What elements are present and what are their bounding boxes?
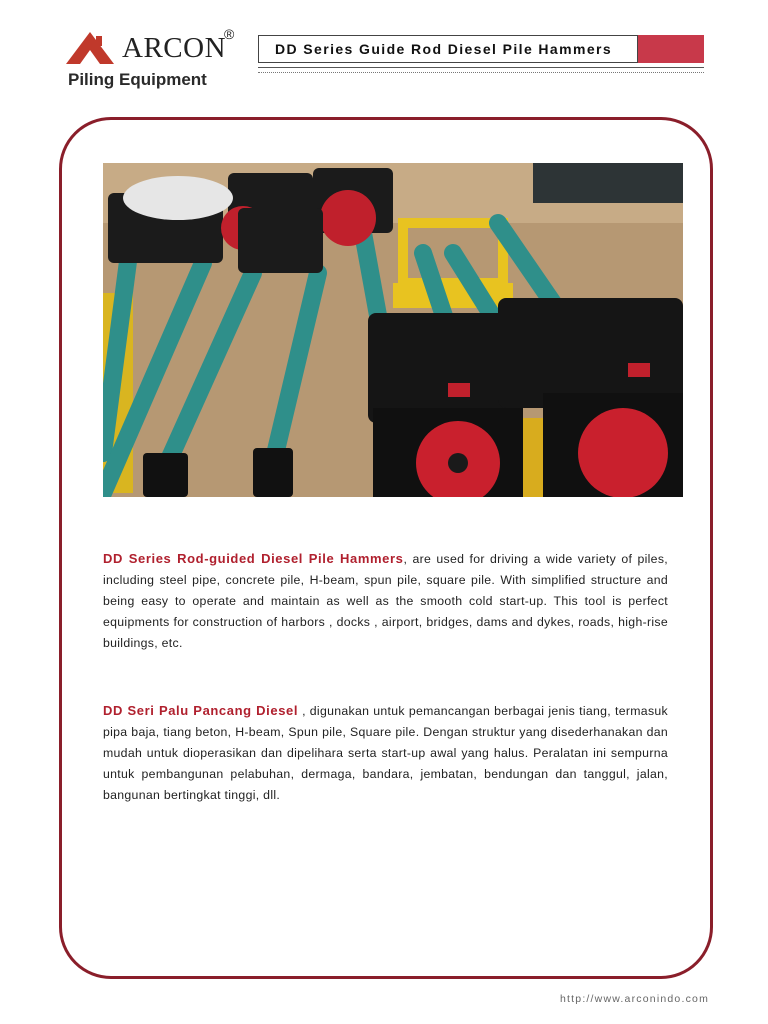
title-divider [258, 67, 704, 73]
brand-name: ARCON [122, 32, 227, 64]
footer-url[interactable]: http://www.arconindo.com [560, 993, 710, 1005]
arcon-logo-icon [66, 30, 114, 64]
brand-logo [66, 26, 236, 92]
title-bar [258, 35, 704, 63]
product-name-english: DD Series Rod-guided Diesel Pile Hammers [103, 551, 404, 566]
pile-hammer-photo-icon [103, 163, 683, 497]
description-indonesian-body: , digunakan untuk pemancangan berbagai jenis tiang, termasuk pipa baja, tiang beton, H-beam, Spun pile, Square pile. Dengan struktur yang disederhanakan dan mudah untuk dioperasikan dan dipelihara serta start-up awal yang halus. Peralatan ini sempurna untuk pembangunan pelabuhan, dermaga, bandara, jembatan, bendungan dan tanggul, jalan, bangunan bertingkat tinggi, dll. [103, 704, 668, 802]
registered-mark: ® [224, 26, 235, 42]
product-photo [103, 163, 683, 497]
description-indonesian [103, 700, 668, 806]
description-english [103, 548, 668, 654]
product-name-indonesian: DD Seri Palu Pancang Diesel [103, 703, 299, 718]
brand-subtitle: Piling Equipment [68, 70, 207, 89]
description-english-body: , are used for driving a wide variety of piles, including steel pipe, concrete pile, H-beam, spun pile, square pile. With simplified structure and being easy to operate and maintain as well as the smooth cold start-up. This tool is perfect equipments for construction of harbors , docks , airport, bridges, dams and dykes, roads, high-rise buildings, etc. [103, 552, 668, 650]
page-title: DD Series Guide Rod Diesel Pile Hammers [258, 35, 638, 63]
